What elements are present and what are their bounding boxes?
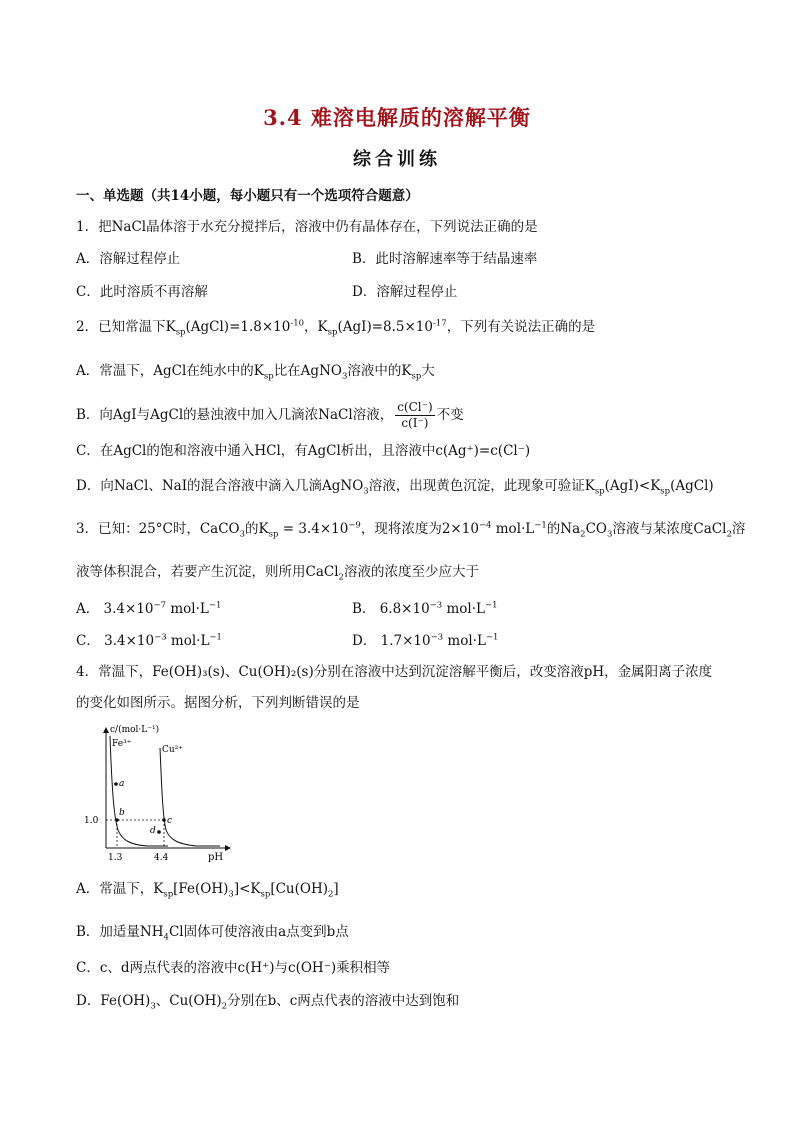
q2-option-d: D．向NaCl、NaI的混合溶液中滴入几滴AgNO$_3$溶液，出现黄色沉淀，此现象可验证$K_{sp}(AgI)<K_{sp}(AgCl)$ xyxy=(76,478,714,497)
svg-text:a: a xyxy=(119,779,125,789)
q1-stem: 1．把NaCl晶体溶于水充分搅拌后，溶液中仍有晶体存在，下列说法正确的是 xyxy=(76,219,538,235)
x-tick-label-2: 4.4 xyxy=(154,853,169,863)
q2-option-a: A．常温下，AgCl在纯水中的$K_{sp}$比在AgNO$_3$溶液中的$K_{sp}$大 xyxy=(76,363,435,382)
page-subtitle: 综合训练 xyxy=(353,149,441,170)
concentration-ratio-fraction: $\frac{c(Cl^-)}{c(I^-)}$ xyxy=(397,400,433,430)
q4-stem-line1: 4．常温下，Fe(OH)₃(s)、Cu(OH)₂(s)分别在溶液中达到沉淀溶解平衡后，改变溶液pH，金属阳离子浓度 xyxy=(76,664,713,680)
q3-stem-line2: 液等体积混合，若要产生沉淀，则所用CaCl$_2$溶液的浓度至少应大于 xyxy=(76,564,479,583)
q3-option-d: D． $1.7\times 10^{-3}$ $mol\cdot L^{-1}$ xyxy=(352,632,499,649)
q4-option-d: D．$Fe(OH)_3$、$Cu(OH)_2$分别在b、c两点代表的溶液中达到饱和 xyxy=(76,993,460,1012)
svg-text:b: b xyxy=(119,808,125,818)
q1-option-c: C．此时溶质不再溶解 xyxy=(76,284,208,300)
q4-option-a: A．常温下，$K_{sp}[Fe(OH)_3]<K_{sp}[Cu(OH)_2]$ xyxy=(76,881,339,900)
svg-text:c: c xyxy=(167,816,173,826)
q3-option-c: C． $3.4\times 10^{-3}$ $mol\cdot L^{-1}$ xyxy=(76,632,222,649)
q2-stem: 2．已知常温下$K_{sp}(AgCl)=1.8\times 10^{-10}$，$K_{sp}(AgI)=8.5\times 10^{-17}$，下列有关说法正确的是 xyxy=(76,318,596,338)
svg-text:d: d xyxy=(150,826,156,836)
q1-option-a: A．溶解过程停止 xyxy=(76,251,181,267)
q3-stem-line1: 3．已知：25°C时，CaCO$_3$的$K_{sp} = 3.4\times 10^{-9}$，现将浓度为$2\times 10^{-4}$ $mol\cdot L^{-1}$的$Na_2CO_3$溶液与某浓度CaCl$_2$溶 xyxy=(76,520,746,540)
series-line-fe xyxy=(110,736,168,846)
point-d xyxy=(150,826,161,836)
section-heading: 一、单选题（共14小题，每小题只有一个选项符合题意） xyxy=(76,188,419,204)
q3-option-a: A． $3.4\times 10^{-7}$ $mol\cdot L^{-1}$ xyxy=(76,600,222,617)
series-label-fe: Fe³⁺ xyxy=(112,739,132,749)
page-title: 3.4 难溶电解质的溶解平衡 xyxy=(263,105,531,130)
q2-option-c: C．在AgCl的饱和溶液中通入HCl，有AgCl析出，且溶液中c(Ag⁺)=c(Cl⁻) xyxy=(76,443,531,459)
series-line-cu xyxy=(160,748,220,846)
solubility-chart xyxy=(78,722,238,867)
point-a xyxy=(114,779,124,789)
y-tick-label: 1.0 xyxy=(84,816,99,826)
q1-option-b: B．此时溶解速率等于结晶速率 xyxy=(352,251,538,267)
y-axis-label: c/(mol·L⁻¹) xyxy=(110,725,160,735)
q2-option-b: B．向AgI与AgCl的悬浊液中加入几滴浓NaCl溶液， $\frac{c(Cl^-)}{c(I^-)}$ 不变 xyxy=(76,400,464,430)
q3-option-b: B． $6.8\times 10^{-3}$ $mol\cdot L^{-1}$ xyxy=(352,600,498,617)
x-axis-label: pH xyxy=(208,852,224,863)
x-tick-label-1: 1.3 xyxy=(108,853,123,863)
q1-option-d: D．溶解过程停止 xyxy=(352,284,458,300)
series-label-cu: Cu²⁺ xyxy=(162,745,184,755)
q4-option-c: C．c、d两点代表的溶液中c(H⁺)与c(OH⁻)乘积相等 xyxy=(76,960,391,976)
q4-option-b: B．加适量$NH_4Cl$固体可使溶液由a点变到b点 xyxy=(76,924,349,943)
q4-stem-line2: 的变化如图所示。据图分析，下列判断错误的是 xyxy=(76,695,360,711)
